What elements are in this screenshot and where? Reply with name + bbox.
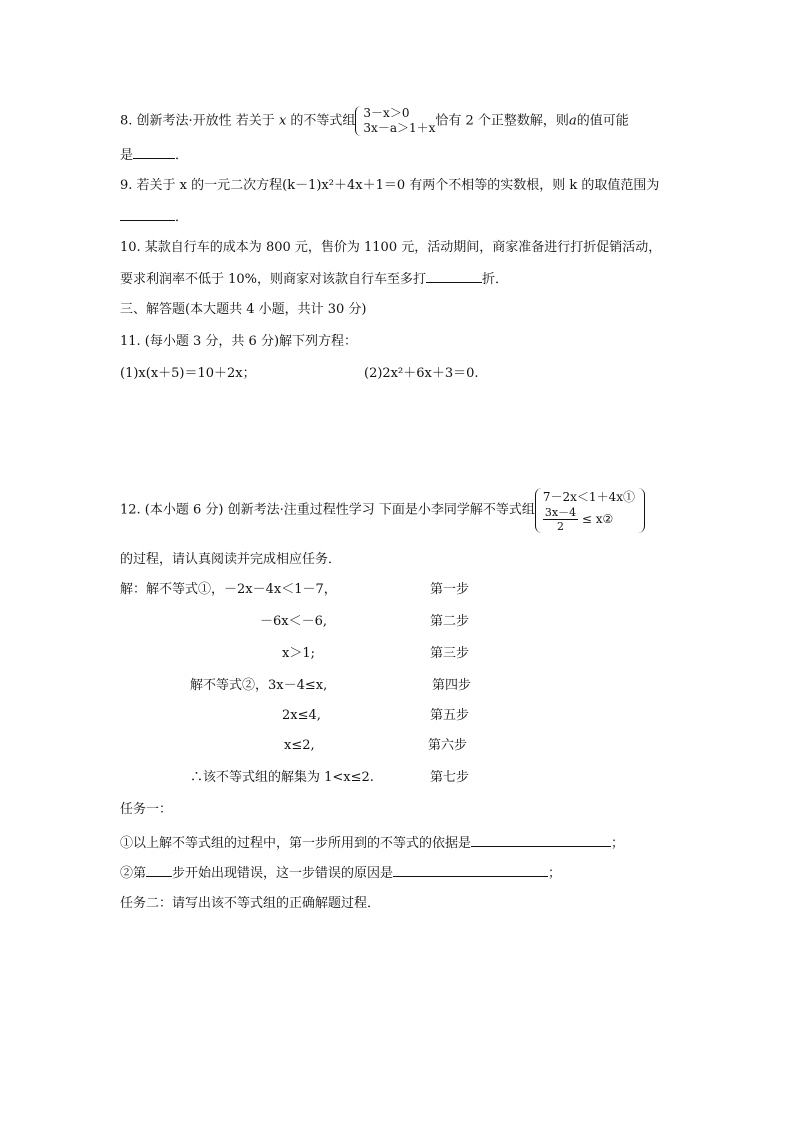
step-1-name: 第一步 — [430, 582, 470, 597]
q12-line2: 的过程，请认真阅读并完成相应任务． — [120, 552, 342, 567]
task1-b-reason-blank[interactable] — [393, 862, 548, 877]
step-4-name: 第四步 — [432, 678, 472, 693]
q8-end: ． — [175, 148, 189, 163]
q10-line1: 10. 某款自行车的成本为 800 元，售价为 1100 元，活动期间，商家准备进行打折促销活动， — [120, 240, 662, 255]
task1-b-end: ； — [548, 866, 562, 881]
step-6-name: 第六步 — [428, 738, 468, 753]
q9-end: ． — [175, 210, 189, 225]
q10-answer-blank[interactable] — [426, 268, 482, 283]
task1-a-text: ①以上解不等式组的过程中，第一步所用到的不等式的依据是 — [120, 836, 472, 851]
q12-frac-num: 3x－4 — [544, 506, 577, 519]
step-7-name: 第七步 — [430, 770, 470, 785]
task1-b-step-blank[interactable] — [146, 862, 172, 877]
step-2-text: －6x＜－6, — [260, 614, 328, 629]
q8-ineq1: 3－x＞0 — [363, 106, 410, 120]
q12-frac-den: 2 — [556, 520, 564, 533]
q8-prefix: 8. 创新考法·开放性 若关于 — [120, 113, 279, 129]
q8-line2-text: 是 — [120, 148, 134, 163]
brace-icon — [535, 488, 542, 533]
step-4-text: 解不等式②，3x－4≤x, — [190, 678, 328, 693]
task1-a — [120, 832, 624, 854]
step-6-text: x≤2, — [284, 738, 315, 753]
step-5-name: 第五步 — [430, 708, 470, 723]
q12-title-line — [120, 488, 645, 533]
brace-icon — [355, 106, 362, 136]
q8-line1 — [120, 106, 629, 136]
task1-a-blank[interactable] — [471, 832, 611, 847]
task1-title: 任务一： — [120, 802, 173, 817]
step-5-text: 2x≤4, — [282, 708, 321, 723]
q8-a: a — [568, 113, 577, 129]
q9-answer-blank[interactable] — [120, 206, 175, 221]
task1-b — [120, 862, 561, 884]
step-1-text: 解：解不等式①，－2x－4x＜1－7， — [120, 582, 337, 597]
step-2-name: 第二步 — [430, 614, 470, 629]
q11-part1: (1)x(x＋5)＝10＋2x； — [120, 366, 256, 381]
task1-b1: ②第 — [120, 866, 147, 881]
task2: 任务二：请写出该不等式组的正确解题过程． — [120, 896, 381, 911]
q11-title: 11. (每小题 3 分，共 6 分)解下列方程： — [120, 334, 358, 349]
q9-line2 — [120, 206, 188, 228]
step-3-name: 第三步 — [430, 646, 470, 661]
q10-line2b: 折． — [482, 272, 509, 287]
q8-suffix1: 恰有 2 个正整数解，则 — [435, 113, 569, 129]
q10-line2a: 要求利润率不低于 10%，则商家对该款自行车至多打 — [120, 272, 427, 287]
q8-ineq2: 3x－a＞1＋x — [363, 121, 436, 135]
task1-b2: 步开始出现错误，这一步错误的原因是 — [172, 866, 394, 881]
q12-ineq2-rest: ≤ x② — [581, 512, 614, 526]
q12-fraction — [543, 506, 578, 533]
section3-title: 三、解答题(本大题共 4 小题，共计 30 分) — [120, 302, 367, 317]
q8-line2 — [120, 144, 188, 166]
q12-inequality-system — [535, 488, 645, 533]
q12-ineq2 — [543, 506, 635, 533]
q11-part2: (2)2x²＋6x＋3＝0. — [364, 366, 479, 381]
q8-suffix2: 的值可能 — [576, 113, 629, 129]
q8-mid: 的不等式组 — [286, 113, 356, 129]
q10-line2 — [120, 268, 508, 290]
q12-title: 12. (本小题 6 分) 创新考法·注重过程性学习 下面是小李同学解不等式组 — [120, 502, 535, 518]
q9-line1: 9. 若关于 x 的一元二次方程(k－1)x²＋4x＋1＝0 有两个不相等的实数根，则 k 的取值范围为 — [120, 178, 660, 193]
task1-a-end: ； — [611, 836, 625, 851]
paren-icon — [638, 488, 645, 533]
step-3-text: x＞1; — [282, 646, 315, 661]
q8-inequality-system — [355, 106, 435, 136]
q12-ineq1: 7－2x＜1＋4x① — [542, 490, 635, 504]
q8-answer-blank[interactable] — [133, 144, 175, 159]
step-7-text: ∴该不等式组的解集为 1<x≤2. — [190, 770, 374, 785]
q8-var: x — [278, 113, 287, 129]
